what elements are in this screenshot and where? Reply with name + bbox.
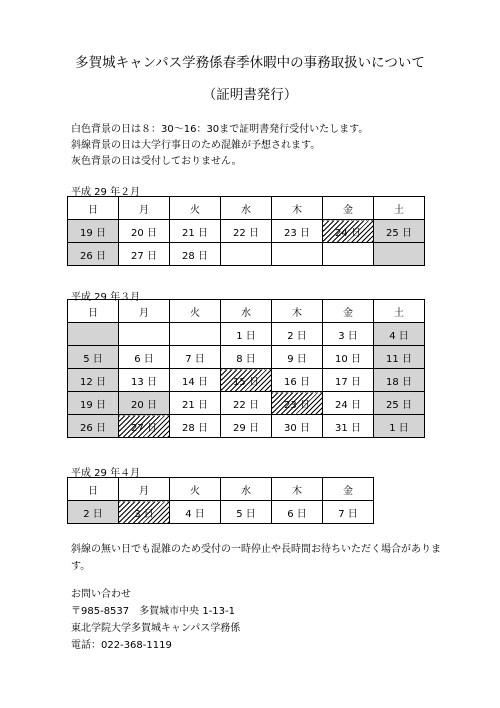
calendar-day-cell: 19 日: [68, 392, 119, 415]
calendar-day-cell: 24 日: [323, 392, 374, 415]
weekday-header: 月: [119, 300, 170, 323]
weekday-header: 木: [272, 197, 323, 220]
calendar-week-row: [68, 243, 425, 266]
calendar-day-cell: 17 日: [323, 369, 374, 392]
calendar-day-cell: 4 日: [170, 501, 221, 524]
weekday-header: 日: [68, 197, 119, 220]
calendar-day-cell: 2 日: [68, 501, 119, 524]
calendar-day-cell: 23 日: [272, 220, 323, 243]
crowding-note: 斜線の無い日でも混雑のため受付の一時停止や長時間お待ちいただく場合があります。: [71, 544, 441, 572]
calendar-day-cell: 15 日: [221, 369, 272, 392]
calendar-march: [67, 299, 425, 438]
contact-block: [71, 586, 240, 654]
calendar-day-cell: 2 日: [272, 323, 323, 346]
calendar-day-cell: 26 日: [68, 243, 119, 266]
calendar-day-cell: 14 日: [170, 369, 221, 392]
calendar-empty-cell: [170, 323, 221, 346]
weekday-header: 土: [374, 300, 425, 323]
calendar-day-cell: 13 日: [119, 369, 170, 392]
calendar-week-row: [68, 220, 425, 243]
contact-address: 〒985-8537 多賀城市中央 1-13-1: [71, 606, 235, 617]
calendar-week-row: [68, 323, 425, 346]
calendar-day-cell: 27 日: [119, 415, 170, 438]
calendar-day-cell: 3 日: [323, 323, 374, 346]
calendar-day-cell: 16 日: [272, 369, 323, 392]
calendar-day-cell: 1 日: [374, 415, 425, 438]
calendar-week-row: [68, 369, 425, 392]
calendar-day-cell: 18 日: [374, 369, 425, 392]
calendar-day-cell: 24 日: [323, 220, 374, 243]
calendar-header-row: [68, 197, 425, 220]
calendar-february: [67, 196, 425, 266]
weekday-header: 火: [170, 478, 221, 501]
calendar-day-cell: 5 日: [221, 501, 272, 524]
weekday-header: 金: [323, 300, 374, 323]
page-title: 多賀城キャンパス学務係春季休暇中の事務取扱いについて: [75, 55, 425, 71]
weekday-header: 月: [119, 478, 170, 501]
calendar-day-cell: 27 日: [119, 243, 170, 266]
intro-line-hatched: 斜線背景の日は大学行事日のため混雑が予想されます。: [71, 140, 321, 151]
calendar-empty-cell: [68, 323, 119, 346]
calendar-day-cell: 19 日: [68, 220, 119, 243]
contact-phone: 電話：022-368-1119: [71, 640, 172, 651]
calendar-day-cell: 7 日: [323, 501, 374, 524]
calendar-week-row: [68, 415, 425, 438]
calendar-day-cell: 10 日: [323, 346, 374, 369]
calendar-day-cell: 8 日: [221, 346, 272, 369]
calendar-day-cell: 6 日: [272, 501, 323, 524]
calendar-week-row: [68, 501, 374, 524]
calendar-day-cell: 29 日: [221, 415, 272, 438]
calendar-empty-cell: [374, 243, 425, 266]
calendar-day-cell: 11 日: [374, 346, 425, 369]
calendar-day-cell: 7 日: [170, 346, 221, 369]
contact-office: 東北学院大学多賀城キャンパス学務係: [71, 623, 241, 634]
calendar-day-cell: 25 日: [374, 392, 425, 415]
calendar-day-cell: 20 日: [119, 392, 170, 415]
calendar-day-cell: 23 日: [272, 392, 323, 415]
weekday-header: 水: [221, 197, 272, 220]
calendar-week-row: [68, 392, 425, 415]
calendar-day-cell: 12 日: [68, 369, 119, 392]
calendar-day-cell: 21 日: [170, 220, 221, 243]
calendar-day-cell: 30 日: [272, 415, 323, 438]
calendar-day-cell: 6 日: [119, 346, 170, 369]
calendar-day-cell: 4 日: [374, 323, 425, 346]
calendar-empty-cell: [323, 243, 374, 266]
calendar-day-cell: 9 日: [272, 346, 323, 369]
intro-line-white: 白色背景の日は８：30～16：30まで証明書発行受付いたします。: [71, 124, 369, 135]
weekday-header: 火: [170, 197, 221, 220]
intro-text: [71, 122, 368, 170]
calendar-week-row: [68, 346, 425, 369]
calendar-day-cell: 3 日: [119, 501, 170, 524]
calendar-header-row: [68, 478, 374, 501]
month-label-april: 平成 29 年４月: [71, 468, 141, 479]
weekday-header: 水: [221, 300, 272, 323]
weekday-header: 日: [68, 300, 119, 323]
calendar-day-cell: 28 日: [170, 415, 221, 438]
weekday-header: 水: [221, 478, 272, 501]
weekday-header: 金: [323, 197, 374, 220]
calendar-day-cell: 31 日: [323, 415, 374, 438]
contact-heading: お問い合わせ: [71, 589, 131, 600]
calendar-day-cell: 25 日: [374, 220, 425, 243]
calendar-day-cell: 5 日: [68, 346, 119, 369]
calendar-day-cell: 21 日: [170, 392, 221, 415]
weekday-header: 火: [170, 300, 221, 323]
weekday-header: 月: [119, 197, 170, 220]
calendar-day-cell: 26 日: [68, 415, 119, 438]
calendar-empty-cell: [119, 323, 170, 346]
calendar-header-row: [68, 300, 425, 323]
month-label-february: 平成 29 年２月: [71, 187, 141, 198]
page-subtitle: （証明書発行）: [202, 87, 298, 103]
weekday-header: 金: [323, 478, 374, 501]
calendar-day-cell: 1 日: [221, 323, 272, 346]
weekday-header: 木: [272, 300, 323, 323]
intro-line-gray: 灰色背景の日は受付しておりません。: [71, 156, 242, 167]
weekday-header: 土: [374, 197, 425, 220]
month-label-march: 平成 29 年３月: [71, 292, 141, 303]
calendar-day-cell: 28 日: [170, 243, 221, 266]
calendar-empty-cell: [272, 243, 323, 266]
weekday-header: 日: [68, 478, 119, 501]
calendar-empty-cell: [221, 243, 272, 266]
calendar-day-cell: 20 日: [119, 220, 170, 243]
weekday-header: 木: [272, 478, 323, 501]
calendar-day-cell: 22 日: [221, 392, 272, 415]
calendar-day-cell: 22 日: [221, 220, 272, 243]
calendar-april: [67, 477, 374, 524]
